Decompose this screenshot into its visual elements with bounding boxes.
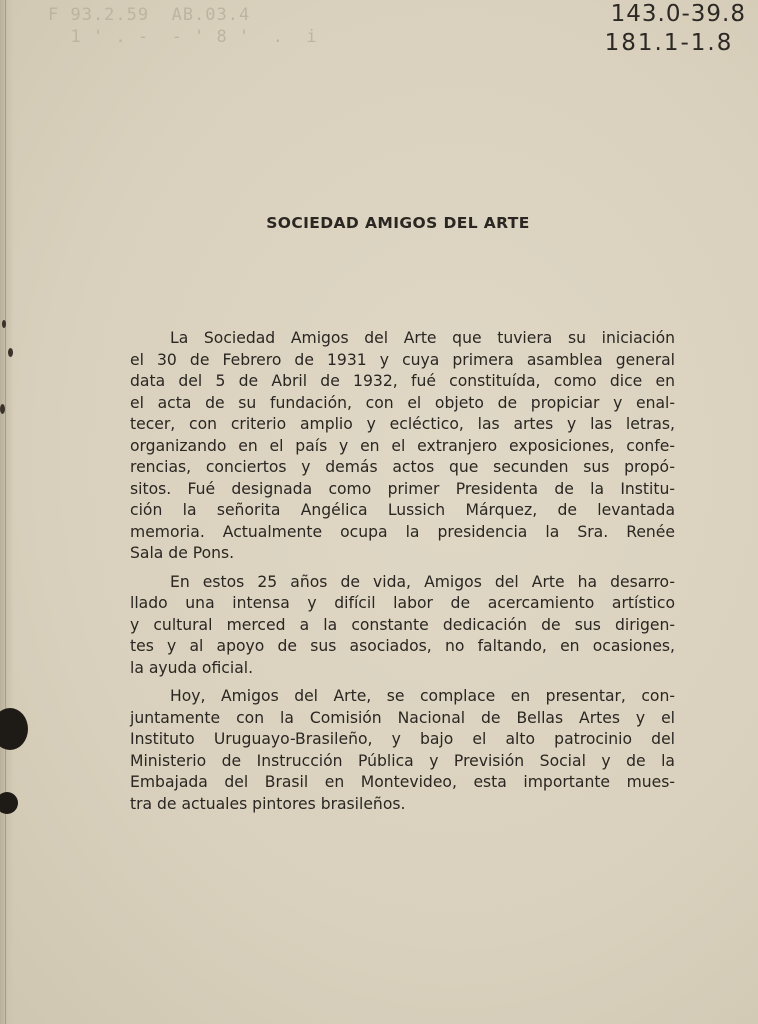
- text-line: el 30 de Febrero de 1931 y cuya primera asamblea general: [130, 350, 675, 369]
- handwritten-ref-line-2: 181.1-1.8: [604, 30, 734, 56]
- paper-speck: [0, 404, 5, 414]
- faint-stamp-line: 1 ' . - - ' 8 ' . i: [48, 27, 318, 47]
- text-line: En estos 25 años de vida, Amigos del Arte ha desarro-: [170, 572, 675, 591]
- text-line: juntamente con la Comisión Nacional de Bellas Artes y el: [130, 708, 675, 727]
- text-line: la ayuda oficial.: [130, 658, 254, 677]
- text-line: y cultural merced a la constante dedicación de sus dirigen-: [130, 615, 675, 634]
- text-line: Embajada del Brasil en Montevideo, esta importante mues-: [130, 773, 675, 791]
- paragraph: [130, 572, 675, 680]
- faint-stamp: [48, 4, 318, 48]
- text-line: Instituto Uruguayo-Brasileño, y bajo el alto patrocinio del: [130, 730, 675, 748]
- paper-speck: [8, 348, 13, 357]
- page-title: SOCIEDAD AMIGOS DEL ARTE: [266, 214, 530, 232]
- binding-hole: [0, 792, 18, 814]
- binding-spine: [0, 0, 14, 1024]
- paragraph: [130, 328, 675, 565]
- text-line: el acta de su fundación, con el objeto de propiciar y enal-: [130, 393, 675, 412]
- body-text: [130, 328, 675, 822]
- text-line: tes y al apoyo de sus asociados, no faltando, en ocasiones,: [130, 637, 675, 655]
- text-line: tra de actuales pintores brasileños.: [130, 794, 406, 813]
- text-line: Ministerio de Instrucción Pública y Previsión Social y de la: [130, 751, 675, 770]
- text-line: rencias, conciertos y demás actos que secunden sus propó-: [130, 458, 675, 476]
- text-line: sitos. Fué designada como primer Presidenta de la Institu-: [130, 479, 675, 498]
- paper-speck: [2, 320, 6, 328]
- text-line: llado una intensa y difícil labor de acercamiento artístico: [130, 594, 675, 612]
- text-line: organizando en el país y en el extranjero exposiciones, confe-: [130, 436, 675, 455]
- handwritten-ref-line-1: 143.0-39.8: [610, 1, 746, 27]
- handwritten-reference: [605, 0, 746, 58]
- text-line: ción la señorita Angélica Lussich Márquez, de levantada: [130, 501, 675, 519]
- text-line: Hoy, Amigos del Arte, se complace en presentar, con-: [170, 687, 675, 705]
- text-line: Sala de Pons.: [130, 544, 235, 562]
- text-line: La Sociedad Amigos del Arte que tuviera su iniciación: [170, 329, 675, 347]
- spine-fold-line: [5, 0, 6, 1024]
- binding-hole: [0, 708, 28, 750]
- text-line: memoria. Actualmente ocupa la presidencia la Sra. Renée: [130, 522, 675, 541]
- faint-stamp-line: F 93.2.59 AB.03.4: [48, 5, 251, 25]
- text-line: tecer, con criterio amplio y ecléctico, las artes y las letras,: [130, 415, 675, 433]
- paragraph: [130, 686, 675, 815]
- text-line: data del 5 de Abril de 1932, fué constituída, como dice en: [130, 372, 675, 390]
